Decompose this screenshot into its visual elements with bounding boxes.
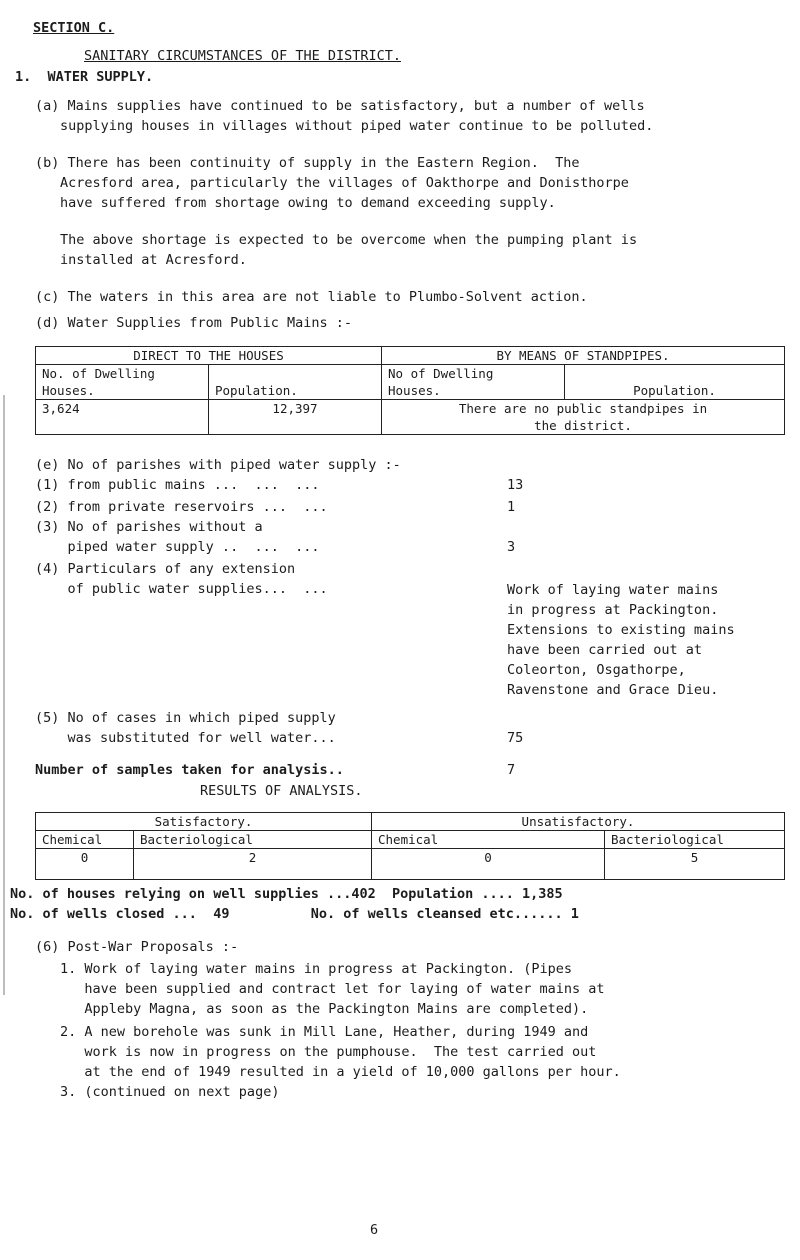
unsatisfactory-heading: Unsatisfactory.: [372, 813, 785, 831]
scan-margin-line: [3, 395, 5, 995]
results-table: [35, 812, 785, 880]
post-war-p1-line-2: have been supplied and contract let for laying of water mains at: [60, 981, 605, 997]
paragraph-a-line-2: supplying houses in villages without piped water continue to be polluted.: [60, 118, 654, 134]
parish-item-2-value: 1: [507, 499, 516, 515]
samples-label: Number of samples taken for analysis..: [35, 762, 344, 778]
supply-table: [35, 346, 785, 435]
sat-bacteriological-value: 2: [134, 849, 372, 880]
parish-item-5-line-2: was substituted for well water...: [35, 730, 336, 746]
post-war-p1-line-3: Appleby Magna, as soon as the Packington Mains are completed).: [60, 1001, 589, 1017]
wells-line-1: No. of houses relying on well supplies ...402 Population .... 1,385: [10, 886, 563, 902]
dwellings-header: No. of Dwelling Houses.: [36, 365, 209, 400]
page-number: 6: [370, 1222, 379, 1238]
extension-note-2: in progress at Packington.: [507, 602, 719, 618]
paragraph-d: (d) Water Supplies from Public Mains :-: [35, 315, 352, 331]
parish-item-4-line-1: (4) Particulars of any extension: [35, 561, 296, 577]
document-title: SANITARY CIRCUMSTANCES OF THE DISTRICT.: [84, 48, 401, 64]
unsat-chemical-header: Chemical: [372, 831, 605, 849]
dwellings-header-2: No of Dwelling Houses.: [382, 365, 565, 400]
parish-item-5-value: 75: [507, 730, 524, 746]
samples-value: 7: [507, 762, 516, 778]
parish-item-5-line-1: (5) No of cases in which piped supply: [35, 710, 336, 726]
unsat-chemical-value: 0: [372, 849, 605, 880]
post-war-p3: 3. (continued on next page): [60, 1084, 280, 1100]
parish-item-3-line-1: (3) No of parishes without a: [35, 519, 263, 535]
satisfactory-heading: Satisfactory.: [36, 813, 372, 831]
parish-item-3-line-2: piped water supply .. ... ...: [35, 539, 320, 555]
wells-line-2: No. of wells closed ... 49 No. of wells cleansed etc...... 1: [10, 906, 579, 922]
sat-chemical-header: Chemical: [36, 831, 134, 849]
parish-item-2: (2) from private reservoirs ... ...: [35, 499, 328, 515]
extension-note-4: have been carried out at: [507, 642, 703, 658]
dwellings-value: 3,624: [36, 400, 209, 435]
parish-item-3-value: 3: [507, 539, 516, 555]
unsat-bacteriological-header: Bacteriological: [605, 831, 785, 849]
standpipe-heading: BY MEANS OF STANDPIPES.: [382, 347, 785, 365]
parish-item-1-value: 13: [507, 477, 524, 493]
population-header-2: Population.: [565, 365, 785, 400]
paragraph-b2-line-1: The above shortage is expected to be overcome when the pumping plant is: [60, 232, 638, 248]
parish-item-1: (1) from public mains ... ... ...: [35, 477, 320, 493]
paragraph-b-line-1: (b) There has been continuity of supply in the Eastern Region. The: [35, 155, 580, 171]
parish-item-4-line-2: of public water supplies... ...: [35, 581, 328, 597]
post-war-p1-line-1: 1. Work of laying water mains in progress at Packington. (Pipes: [60, 961, 573, 977]
extension-note-3: Extensions to existing mains: [507, 622, 735, 638]
extension-note-5: Coleorton, Osgathorpe,: [507, 662, 686, 678]
standpipe-note: There are no public standpipes in the district.: [382, 400, 785, 435]
sat-bacteriological-header: Bacteriological: [134, 831, 372, 849]
paragraph-b2-line-2: installed at Acresford.: [60, 252, 247, 268]
direct-heading: DIRECT TO THE HOUSES: [36, 347, 382, 365]
paragraph-b-line-3: have suffered from shortage owing to demand exceeding supply.: [60, 195, 556, 211]
unsat-bacteriological-value: 5: [605, 849, 785, 880]
water-supply-heading: 1. WATER SUPPLY.: [15, 69, 154, 85]
population-header: Population.: [209, 365, 382, 400]
extension-note-6: Ravenstone and Grace Dieu.: [507, 682, 719, 698]
section-label: SECTION C.: [33, 20, 115, 36]
sat-chemical-value: 0: [36, 849, 134, 880]
paragraph-c: (c) The waters in this area are not liable to Plumbo-Solvent action.: [35, 289, 588, 305]
parishes-intro: (e) No of parishes with piped water supply :-: [35, 457, 401, 473]
paragraph-a-line-1: (a) Mains supplies have continued to be satisfactory, but a number of wells: [35, 98, 645, 114]
results-heading: RESULTS OF ANALYSIS.: [200, 783, 363, 799]
post-war-p2-line-1: 2. A new borehole was sunk in Mill Lane, Heather, during 1949 and: [60, 1024, 589, 1040]
paragraph-b-line-2: Acresford area, particularly the villages of Oakthorpe and Donisthorpe: [60, 175, 629, 191]
post-war-p2-line-3: at the end of 1949 resulted in a yield of 10,000 gallons per hour.: [60, 1064, 621, 1080]
extension-note-1: Work of laying water mains: [507, 582, 719, 598]
population-value: 12,397: [209, 400, 382, 435]
post-war-p2-line-2: work is now in progress on the pumphouse. The test carried out: [60, 1044, 597, 1060]
post-war-heading: (6) Post-War Proposals :-: [35, 939, 239, 955]
